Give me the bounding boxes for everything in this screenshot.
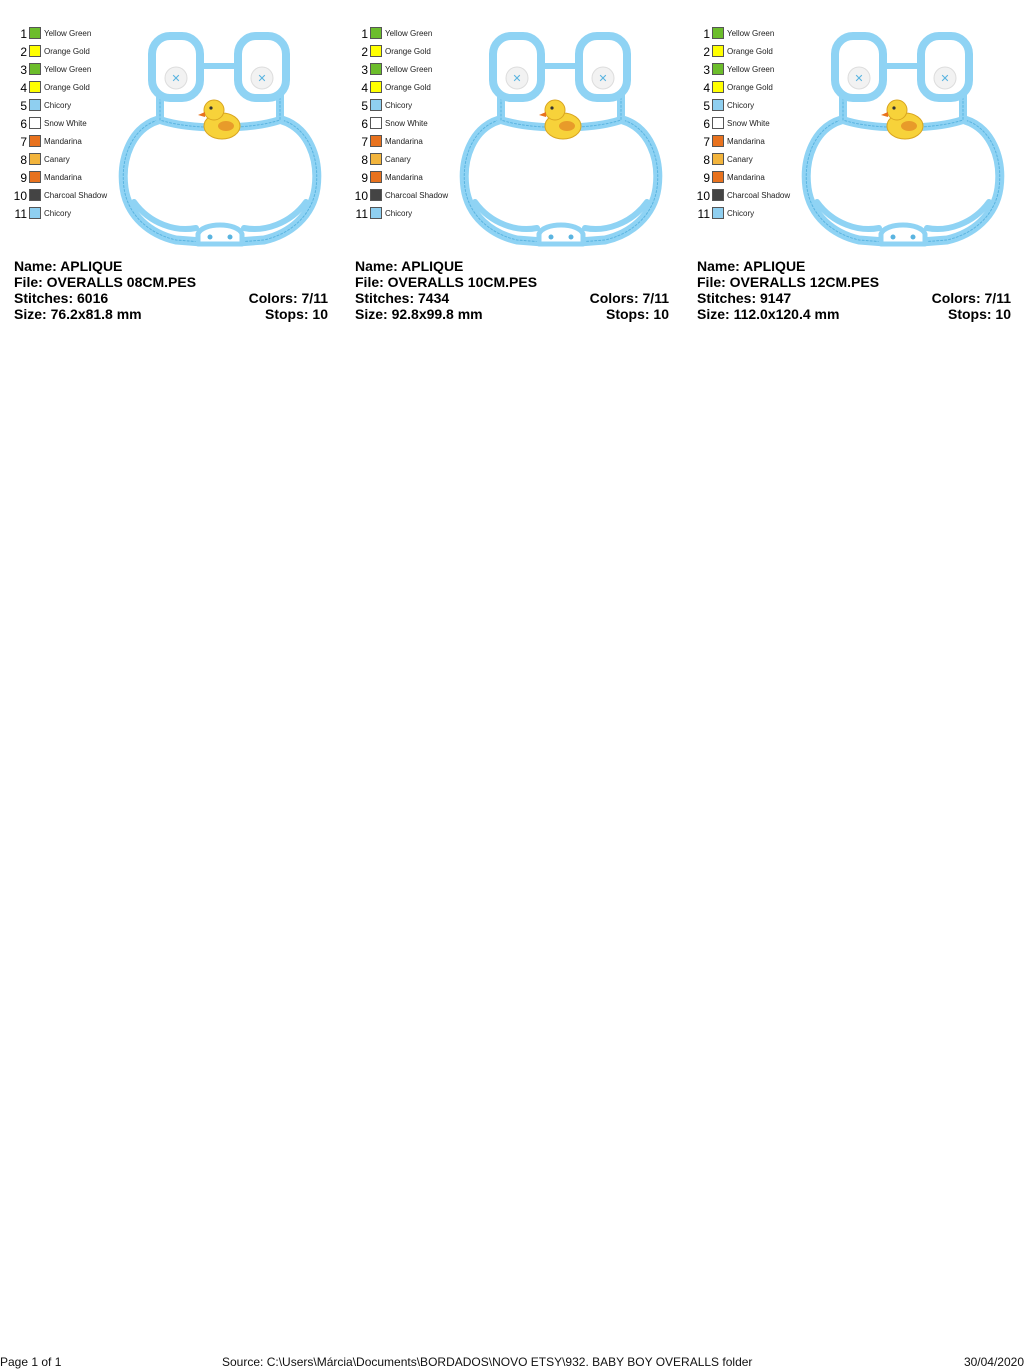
color-swatch	[29, 99, 41, 111]
legend-number: 3	[361, 63, 368, 77]
legend-item	[0, 42, 110, 60]
color-swatch	[712, 99, 724, 111]
legend-item	[0, 96, 110, 114]
legend-color-name: Yellow Green	[385, 65, 433, 74]
legend-number: 3	[703, 63, 710, 77]
legend-color-name: Chicory	[727, 101, 755, 110]
legend-color-name: Orange Gold	[44, 83, 90, 92]
design-file: File: OVERALLS 12CM.PES	[697, 274, 880, 290]
color-legend	[0, 24, 110, 222]
legend-number: 7	[20, 135, 27, 149]
legend-color-name: Mandarina	[385, 173, 423, 182]
legend-color-name: Yellow Green	[727, 29, 775, 38]
legend-color-name: Mandarina	[385, 137, 423, 146]
legend-number: 11	[14, 207, 27, 221]
color-swatch	[712, 171, 724, 183]
design-size: Size: 76.2x81.8 mm	[14, 306, 142, 322]
legend-color-name: Chicory	[44, 101, 72, 110]
legend-item	[683, 168, 793, 186]
source-path: Source: C:\Users\Márcia\Documents\BORDADOS\NOVO ETSY\932. BABY BOY OVERALLS folder	[222, 1355, 753, 1369]
overalls-design-preview	[451, 28, 671, 254]
legend-color-name: Chicory	[385, 209, 413, 218]
legend-item	[683, 132, 793, 150]
design-name: Name: APLIQUE	[355, 258, 464, 274]
design-stops: Stops: 10	[605, 306, 669, 322]
legend-number: 1	[361, 27, 368, 41]
color-swatch	[29, 153, 41, 165]
legend-number: 9	[20, 171, 27, 185]
design-stops: Stops: 10	[264, 306, 328, 322]
legend-item	[683, 78, 793, 96]
legend-color-name: Mandarina	[44, 173, 82, 182]
legend-number: 2	[703, 45, 710, 59]
color-swatch	[29, 63, 41, 75]
page-footer	[0, 1354, 1024, 1370]
legend-number: 11	[697, 207, 710, 221]
color-swatch	[712, 189, 724, 201]
color-swatch	[29, 117, 41, 129]
legend-item	[341, 60, 451, 78]
legend-item	[683, 150, 793, 168]
color-swatch	[712, 153, 724, 165]
color-swatch	[29, 45, 41, 57]
legend-number: 4	[20, 81, 27, 95]
legend-color-name: Orange Gold	[727, 47, 773, 56]
legend-color-name: Snow White	[385, 119, 428, 128]
legend-number: 2	[361, 45, 368, 59]
legend-color-name: Chicory	[727, 209, 755, 218]
legend-item	[341, 24, 451, 42]
legend-color-name: Charcoal Shadow	[727, 191, 791, 200]
legend-color-name: Yellow Green	[727, 65, 775, 74]
legend-number: 9	[703, 171, 710, 185]
legend-color-name: Chicory	[44, 209, 72, 218]
legend-number: 2	[20, 45, 27, 59]
design-colors: Colors: 7/11	[589, 290, 669, 306]
legend-number: 11	[355, 207, 368, 221]
legend-number: 4	[703, 81, 710, 95]
color-swatch	[370, 171, 382, 183]
design-name: Name: APLIQUE	[14, 258, 123, 274]
crotch-tab	[881, 225, 925, 244]
svg-text:✕: ✕	[598, 73, 608, 85]
legend-number: 10	[696, 189, 710, 203]
color-swatch	[370, 189, 382, 201]
legend-number: 6	[20, 117, 27, 131]
legend-item	[0, 186, 110, 204]
design-colors: Colors: 7/11	[248, 290, 328, 306]
overalls-design-preview	[793, 28, 1013, 254]
color-swatch	[29, 207, 41, 219]
legend-item	[341, 114, 451, 132]
legend-number: 1	[20, 27, 27, 41]
svg-text:✕: ✕	[171, 73, 181, 85]
legend-color-name: Yellow Green	[385, 29, 433, 38]
design-panel-10cm	[341, 24, 671, 324]
legend-color-name: Orange Gold	[385, 83, 431, 92]
legend-color-name: Canary	[727, 155, 753, 164]
crotch-tab	[198, 225, 242, 244]
legend-item	[683, 42, 793, 60]
legend-color-name: Yellow Green	[44, 65, 92, 74]
color-swatch	[29, 189, 41, 201]
legend-color-name: Orange Gold	[727, 83, 773, 92]
color-swatch	[29, 135, 41, 147]
legend-color-name: Canary	[44, 155, 70, 164]
crotch-tab	[539, 225, 583, 244]
color-legend	[683, 24, 793, 222]
legend-number: 5	[703, 99, 710, 113]
legend-item	[683, 24, 793, 42]
color-swatch	[712, 45, 724, 57]
legend-item	[0, 150, 110, 168]
legend-item	[341, 186, 451, 204]
legend-item	[683, 60, 793, 78]
legend-item	[0, 204, 110, 222]
legend-color-name: Mandarina	[727, 137, 765, 146]
legend-item	[341, 78, 451, 96]
design-info	[14, 258, 328, 322]
legend-item	[0, 24, 110, 42]
overalls-design-preview	[110, 28, 330, 254]
legend-number: 3	[20, 63, 27, 77]
svg-text:✕: ✕	[257, 73, 267, 85]
legend-item	[683, 204, 793, 222]
color-swatch	[29, 27, 41, 39]
legend-item	[341, 96, 451, 114]
legend-item	[0, 114, 110, 132]
legend-number: 7	[703, 135, 710, 149]
legend-color-name: Chicory	[385, 101, 413, 110]
legend-color-name: Snow White	[727, 119, 770, 128]
legend-number: 4	[361, 81, 368, 95]
color-swatch	[712, 81, 724, 93]
color-swatch	[370, 81, 382, 93]
color-swatch	[370, 27, 382, 39]
design-stops: Stops: 10	[947, 306, 1011, 322]
color-swatch	[29, 81, 41, 93]
color-swatch	[370, 117, 382, 129]
color-swatch	[370, 153, 382, 165]
legend-color-name: Canary	[385, 155, 411, 164]
design-file: File: OVERALLS 08CM.PES	[14, 274, 197, 290]
legend-number: 9	[361, 171, 368, 185]
legend-color-name: Snow White	[44, 119, 87, 128]
svg-text:✕: ✕	[512, 73, 522, 85]
color-swatch	[29, 171, 41, 183]
design-stitches: Stitches: 7434	[355, 290, 450, 306]
color-swatch	[370, 207, 382, 219]
legend-number: 1	[703, 27, 710, 41]
legend-item	[0, 78, 110, 96]
legend-color-name: Yellow Green	[44, 29, 92, 38]
legend-item	[341, 150, 451, 168]
design-size: Size: 92.8x99.8 mm	[355, 306, 483, 322]
color-swatch	[370, 99, 382, 111]
print-date: 30/04/2020	[963, 1355, 1024, 1369]
legend-number: 8	[703, 153, 710, 167]
legend-item	[0, 60, 110, 78]
legend-number: 8	[20, 153, 27, 167]
design-name: Name: APLIQUE	[697, 258, 806, 274]
legend-number: 7	[361, 135, 368, 149]
legend-color-name: Mandarina	[727, 173, 765, 182]
legend-item	[341, 168, 451, 186]
legend-color-name: Charcoal Shadow	[385, 191, 449, 200]
page-number: Page 1 of 1	[0, 1355, 62, 1369]
color-swatch	[712, 117, 724, 129]
design-file: File: OVERALLS 10CM.PES	[355, 274, 538, 290]
color-swatch	[712, 27, 724, 39]
legend-color-name: Charcoal Shadow	[44, 191, 108, 200]
design-panel-08cm	[0, 24, 330, 324]
legend-color-name: Orange Gold	[44, 47, 90, 56]
legend-number: 5	[20, 99, 27, 113]
legend-item	[341, 204, 451, 222]
legend-number: 6	[361, 117, 368, 131]
legend-item	[683, 96, 793, 114]
design-info	[355, 258, 669, 322]
legend-number: 5	[361, 99, 368, 113]
legend-number: 10	[13, 189, 27, 203]
color-legend	[341, 24, 451, 222]
legend-number: 6	[703, 117, 710, 131]
legend-number: 10	[354, 189, 368, 203]
legend-item	[683, 114, 793, 132]
color-swatch	[370, 63, 382, 75]
legend-item	[683, 186, 793, 204]
legend-color-name: Orange Gold	[385, 47, 431, 56]
design-info	[697, 258, 1011, 322]
legend-number: 8	[361, 153, 368, 167]
svg-text:✕: ✕	[940, 73, 950, 85]
legend-item	[0, 168, 110, 186]
color-swatch	[712, 135, 724, 147]
svg-text:✕: ✕	[854, 73, 864, 85]
legend-color-name: Mandarina	[44, 137, 82, 146]
design-colors: Colors: 7/11	[931, 290, 1011, 306]
color-swatch	[370, 135, 382, 147]
legend-item	[341, 132, 451, 150]
design-stitches: Stitches: 9147	[697, 290, 792, 306]
design-stitches: Stitches: 6016	[14, 290, 109, 306]
color-swatch	[712, 207, 724, 219]
legend-item	[341, 42, 451, 60]
color-swatch	[712, 63, 724, 75]
legend-item	[0, 132, 110, 150]
design-size: Size: 112.0x120.4 mm	[697, 306, 840, 322]
design-panel-12cm	[683, 24, 1013, 324]
color-swatch	[370, 45, 382, 57]
